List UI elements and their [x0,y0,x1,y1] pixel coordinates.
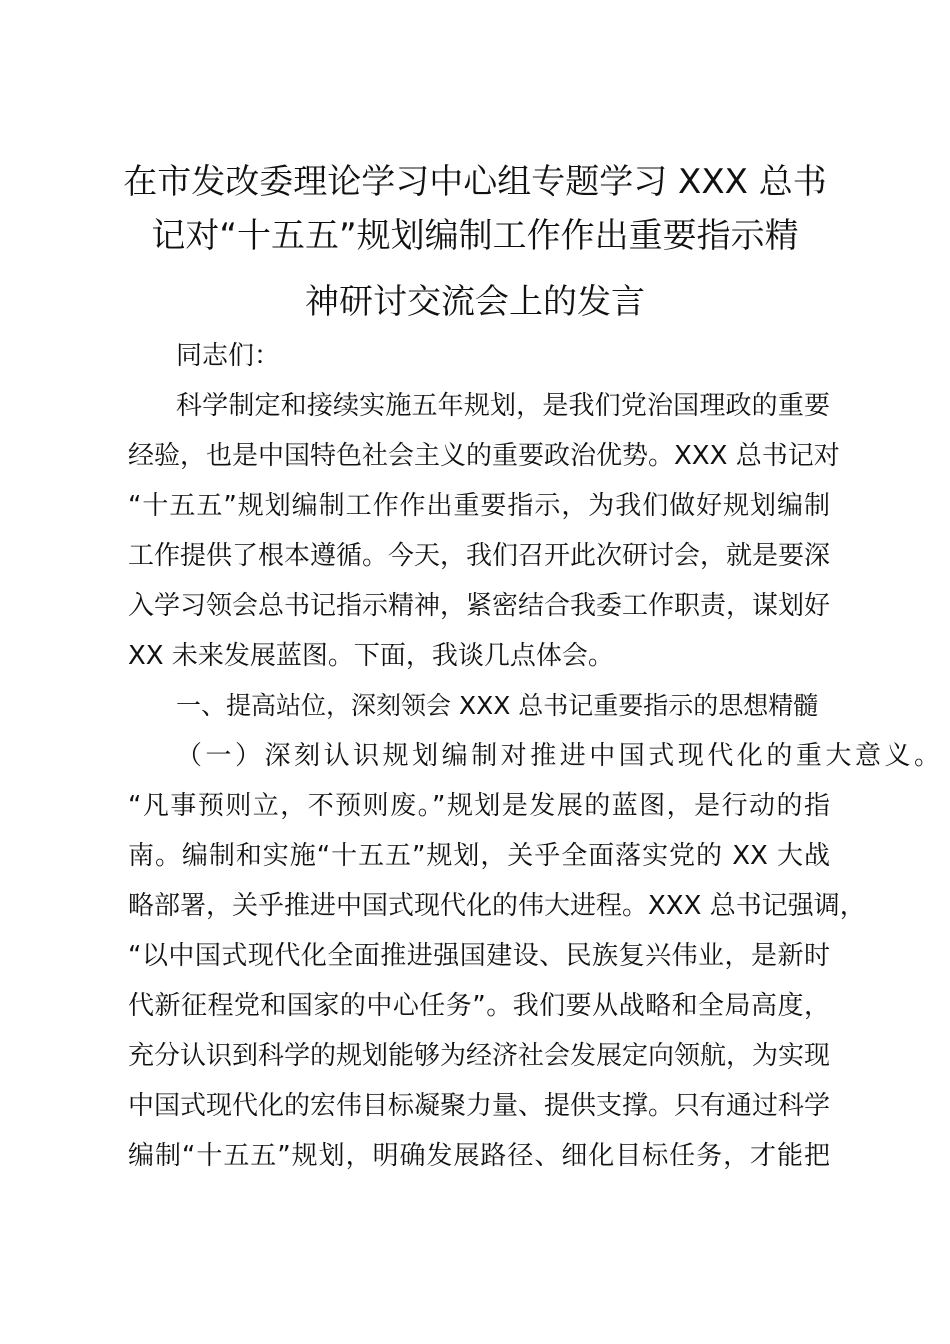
paragraph-2-line: （一）深刻认识规划编制对推进中国式现代化的重大意义。 [176,741,940,771]
paragraph-1-line: 经验，也是中国特色社会主义的重要政治优势。XXX 总书记对 [128,441,840,471]
paragraph-2-line: 中国式现代化的宏伟目标凝聚力量、提供支撑。只有通过科学 [128,1091,831,1121]
document-title-line-1: 在市发改委理论学习中心组专题学习 XXX 总书 [123,162,827,202]
paragraph-2-line: 充分认识到科学的规划能够为经济社会发展定向领航，为实现 [128,1041,831,1071]
paragraph-2-line: 略部署，关乎推进中国式现代化的伟大进程。XXX 总书记强调， [128,891,866,921]
paragraph-1-line: 工作提供了根本遵循。今天，我们召开此次研讨会，就是要深 [128,541,831,571]
paragraph-1-line: 入学习领会总书记指示精神，紧密结合我委工作职责，谋划好 [128,591,831,621]
document-title-line-2: 记对“十五五”规划编制工作作出重要指示精 [151,216,799,256]
paragraph-2-line: 代新征程党和国家的中心任务”。我们要从战略和全局高度， [128,991,830,1021]
paragraph-1-line: 科学制定和接续实施五年规划，是我们党治国理政的重要 [176,391,830,421]
paragraph-1-line: XX 未来发展蓝图。下面，我谈几点体会。 [128,641,614,671]
paragraph-1-line: “十五五”规划编制工作作出重要指示，为我们做好规划编制 [128,491,830,521]
paragraph-2-line: “以中国式现代化全面推进强国建设、民族复兴伟业，是新时 [128,941,830,971]
section-heading: 一、提高站位，深刻领会 XXX 总书记重要指示的思想精髓 [176,691,819,720]
paragraph-2-line: “凡事预则立，不预则废。”规划是发展的蓝图，是行动的指 [128,791,830,821]
paragraph-2-line: 编制“十五五”规划，明确发展路径、细化目标任务，才能把 [128,1141,830,1171]
salutation: 同志们： [176,341,281,371]
document-title-line-3: 神研讨交流会上的发言 [305,282,645,322]
paragraph-2-line: 南。编制和实施“十五五”规划，关乎全面落实党的 XX 大战 [128,841,830,871]
